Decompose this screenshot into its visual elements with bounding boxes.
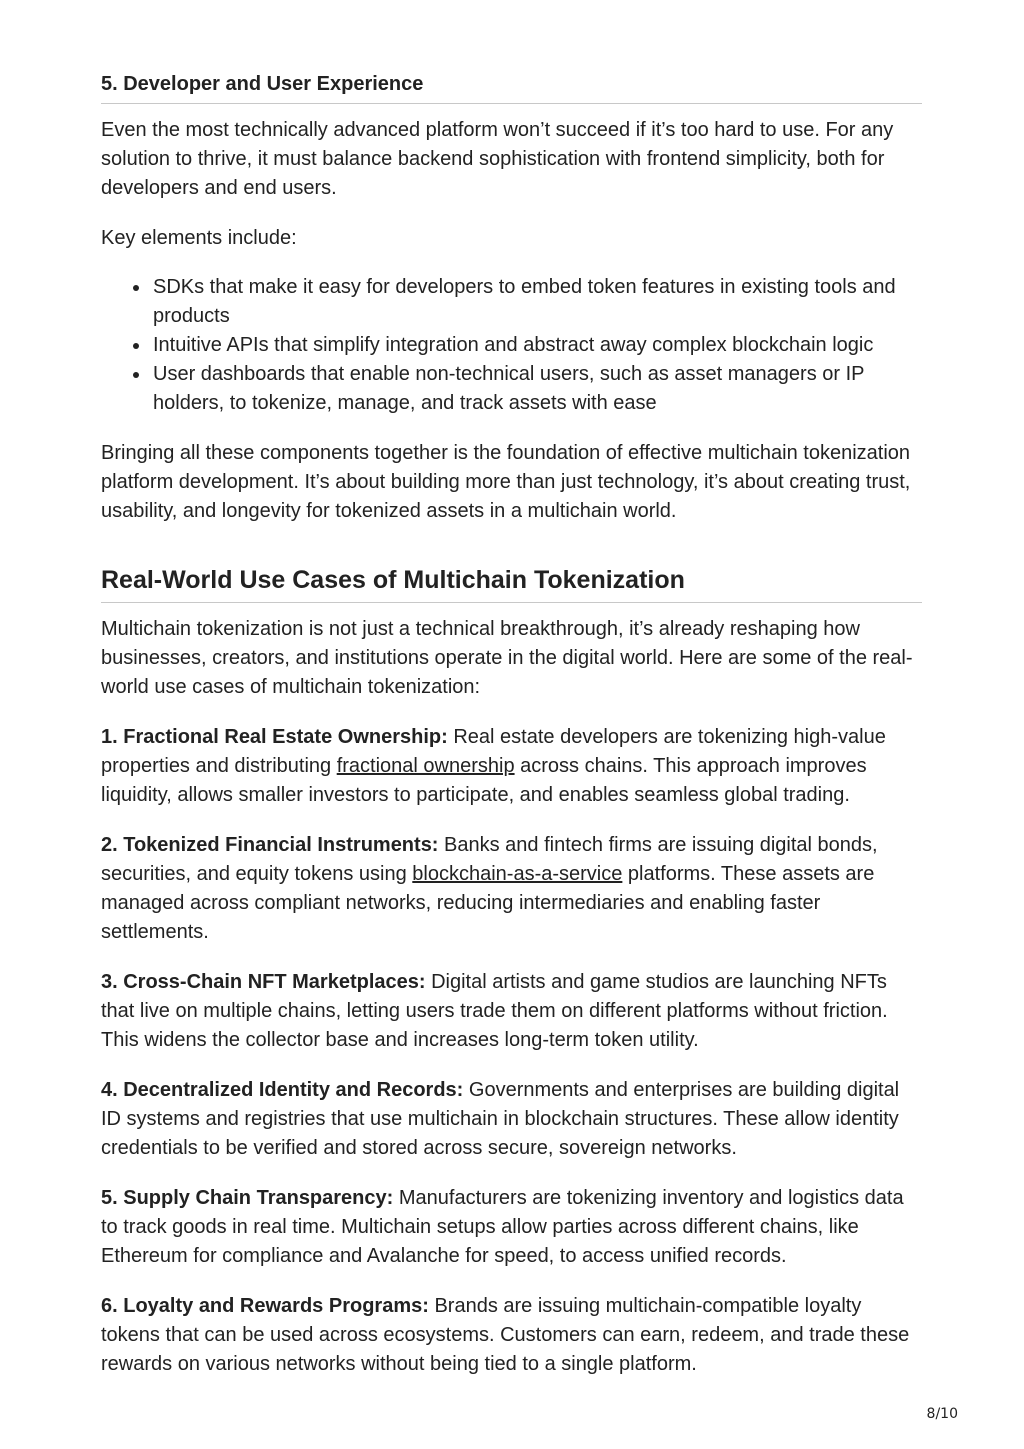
use-case-real-estate: [101, 723, 922, 810]
use-case-text: Manufacturers are tokenizing inventory and logistics data to track goods in real time. Multichain setups allow parties across different chains, like Ethereum for compliance and Avalanche for speed, to access unified records.: [101, 1187, 904, 1267]
bullet-icon: [133, 372, 139, 378]
list-item-text: SDKs that make it easy for developers to embed token features in existing tools and products: [153, 276, 896, 327]
list-item-text: User dashboards that enable non-technical users, such as asset managers or IP holders, to tokenize, manage, and track assets with ease: [153, 363, 865, 414]
list-item: [153, 360, 922, 418]
section-intro-paragraph: Even the most technically advanced platform won’t succeed if it’s too hard to use. For any solution to thrive, it must balance backend sophistication with frontend simplicity, both for developers and end users.: [101, 119, 894, 199]
use-case-text: Digital artists and game studios are launching NFTs that live on multiple chains, letting users trade them on different platforms without friction. This widens the collector base and increases long-term token utility.: [101, 971, 888, 1051]
key-elements-list: [101, 273, 922, 418]
use-case-text: Real estate developers are tokenizing high-value properties and distributing: [101, 726, 886, 777]
use-case-title: 5. Supply Chain Transparency:: [101, 1187, 394, 1209]
list-item: [153, 273, 922, 331]
bullet-icon: [133, 285, 139, 291]
use-case-text: Brands are issuing multichain-compatible loyalty tokens that can be used across ecosystems. Customers can earn, redeem, and trade these rewards on various networks without being tied to a single platform.: [101, 1295, 910, 1375]
use-case-nft-marketplaces: [101, 968, 922, 1055]
use-case-loyalty-rewards: [101, 1292, 922, 1379]
use-case-supply-chain: [101, 1184, 922, 1271]
section-heading-developer-experience: 5. Developer and User Experience: [101, 71, 922, 104]
page-number: 8/10: [926, 1406, 958, 1422]
use-case-text: platforms. These assets are managed across compliant networks, reducing intermediaries and enabling faster settlements.: [101, 863, 875, 943]
section-closing-paragraph: Bringing all these components together is the foundation of effective multichain tokenization platform development. It’s about building more than just technology, it’s about creating trust, usability, and longevity for tokenized assets in a multichain world.: [101, 442, 911, 522]
use-case-title: 3. Cross-Chain NFT Marketplaces:: [101, 971, 426, 993]
use-case-text: across chains. This approach improves liquidity, allows smaller investors to participate, and enables seamless global trading.: [101, 755, 867, 806]
list-item-text: Intuitive APIs that simplify integration and abstract away complex blockchain logic: [153, 334, 874, 356]
use-case-title: 4. Decentralized Identity and Records:: [101, 1079, 464, 1101]
use-case-financial-instruments: [101, 831, 922, 947]
section-heading-use-cases: Real-World Use Cases of Multichain Tokenization: [101, 564, 922, 603]
document-page: [101, 71, 922, 1379]
list-item: [153, 331, 922, 360]
use-case-title: 2. Tokenized Financial Instruments:: [101, 834, 439, 856]
key-elements-label: Key elements include:: [101, 227, 297, 249]
use-case-decentralized-identity: [101, 1076, 922, 1163]
use-case-title: 1. Fractional Real Estate Ownership:: [101, 726, 448, 748]
use-case-text: Banks and fintech firms are issuing digital bonds, securities, and equity tokens using: [101, 834, 878, 885]
use-case-text: Governments and enterprises are building digital ID systems and registries that use multichain in blockchain structures. These allow identity credentials to be verified and stored across secure, sovereign networks.: [101, 1079, 900, 1159]
bullet-icon: [133, 343, 139, 349]
blockchain-as-a-service-link[interactable]: blockchain-as-a-service: [412, 863, 623, 885]
fractional-ownership-link[interactable]: fractional ownership: [336, 755, 515, 777]
use-case-title: 6. Loyalty and Rewards Programs:: [101, 1295, 429, 1317]
use-cases-intro-paragraph: Multichain tokenization is not just a technical breakthrough, it’s already reshaping how businesses, creators, and institutions operate in the digital world. Here are some of the real-world use cases of multichain tokenization:: [101, 618, 913, 698]
